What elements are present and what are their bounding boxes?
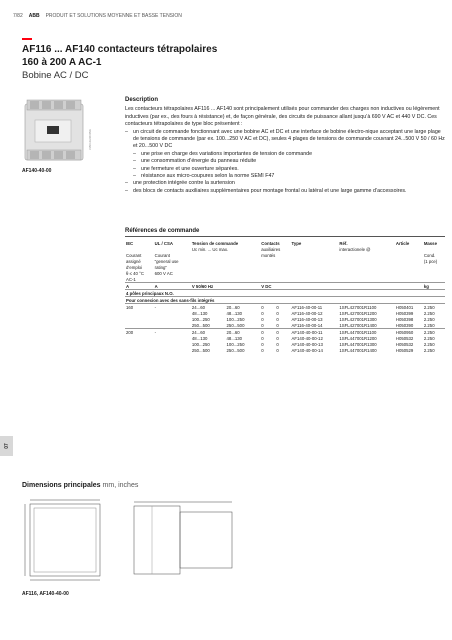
table-cell: H050398: [395, 316, 414, 322]
table-cell: IEC: [126, 240, 134, 246]
table-cell: AF116-40-00-12: [291, 310, 323, 316]
table-cell: 250...500: [226, 347, 245, 353]
dimensions-units: mm, inches: [102, 482, 139, 489]
table-cell: -: [154, 304, 191, 311]
table-cell: 0: [276, 316, 279, 322]
table-cell: 2.250: [423, 329, 445, 336]
table-cell: 0: [261, 316, 264, 322]
table-cell: Contacts: [261, 240, 280, 246]
description: [125, 97, 445, 195]
table-cell: 2.250: [423, 335, 435, 341]
description-heading: Description: [125, 97, 159, 103]
table-cell: 48...130: [226, 335, 243, 341]
table-cell: rating”: [154, 264, 167, 270]
table-cell: 0: [276, 310, 279, 316]
table-cell: [338, 283, 394, 290]
table-cell: θ ≤ 40 °C: [126, 270, 144, 276]
brand-logo: ABB: [28, 13, 40, 19]
table-cell: 0: [276, 322, 279, 328]
refs-table: [125, 240, 445, 353]
table-cell: AF116-40-00-11: [291, 304, 339, 311]
table-cell: Pour connexion avec des sans-fils intégrés: [125, 297, 445, 304]
table-cell: 1SFL427001R1400: [339, 322, 377, 328]
table-cell: 250...500: [226, 322, 245, 328]
table-cell: 200: [125, 329, 154, 336]
table-cell: 48...130: [226, 310, 243, 316]
group-row: [125, 290, 445, 297]
table-cell: AF140-40-00-11: [291, 329, 339, 336]
table-cell: A: [125, 283, 154, 290]
side-view: [134, 506, 180, 574]
table-cell: 600 V AC: [154, 270, 173, 276]
table-cell: d’emploi: [126, 264, 143, 270]
table-cell: V 50/60 Hz: [191, 283, 260, 290]
table-cell: 2.250: [423, 341, 435, 347]
table-cell: 0: [260, 304, 275, 311]
description-item: – un circuit de commande fonctionnant avec une bobine AC et DC et une interface de bobine électro-nique acceptant une large plage de tensions de commande (par ex. 100...250 V AC et DC), seules 4 plages de tensions de commande couvrant 24...500 V 50 / 60 Hz et 20...500 V DC: [125, 129, 445, 151]
front-view: [30, 504, 100, 576]
description-item: – des blocs de contacts auxiliaires supplémentaires pour montage frontal ou latéral et une large gamme d’accessoires.: [125, 188, 445, 195]
description-list: [125, 129, 445, 196]
table-cell: AF140-40-00-13: [291, 341, 323, 347]
table-cell: 0: [261, 341, 264, 347]
page-number: 7/82: [13, 13, 23, 19]
table-cell: H050532: [395, 335, 414, 341]
description-item: – résistance aux micro-coupures selon la norme SEMI F47: [125, 173, 445, 180]
table-cell: 48...130: [191, 335, 208, 341]
table-cell: Tension de commande: [191, 240, 239, 246]
dimensions-caption: AF116, AF140-40-00: [22, 591, 69, 597]
table-cell: Article: [395, 240, 410, 246]
table-cell: 0: [261, 347, 264, 353]
table-cell: H050529: [395, 347, 414, 353]
table-cell: 2.250: [423, 310, 435, 316]
description-item: – une protection intégrée contre la surtension: [125, 180, 445, 187]
table-cell: 0: [261, 335, 264, 341]
table-cell: interactionele @: [339, 246, 371, 252]
page-header: [13, 13, 182, 19]
table-cell: 2.250: [423, 304, 445, 311]
table-cell: 100...250: [191, 316, 210, 322]
table-cell: 1SFL447001R1400: [339, 347, 377, 353]
group-row: [125, 297, 445, 304]
title-accent-bar: [22, 38, 32, 40]
table-cell: 2.250: [423, 316, 435, 322]
table-cell: 2.250: [423, 322, 435, 328]
table-cell: 250...500: [191, 322, 210, 328]
table-cell: 1SFL427001R1300: [339, 316, 377, 322]
description-item: – une prise en charge des variations importantes de tension de commande: [125, 151, 445, 158]
table-cell: 4 pôles principaux N.O.: [125, 290, 445, 297]
refs-heading: Références de commande: [125, 228, 445, 237]
table-cell: 250...500: [191, 347, 210, 353]
table-cell: 0: [261, 322, 264, 328]
table-cell: 1SFL447001R1200: [339, 335, 377, 341]
table-cell: 1SFL427001R1100: [338, 304, 394, 311]
table-cell: auxiliaires: [261, 246, 281, 252]
table-cell: Réf.: [339, 240, 348, 246]
table-cell: 1SFL447001R1300: [339, 341, 377, 347]
table-cell: 100...250: [226, 341, 245, 347]
section-title: PRODUIT ET SOLUTIONS MOYENNE ET BASSE TENSION: [45, 13, 182, 19]
table-cell: [395, 283, 423, 290]
table-cell: AC-1: [126, 276, 136, 282]
table-cell: AF140-40-00-14: [291, 347, 323, 353]
dimensions-title: Dimensions principales mm, inches: [22, 482, 139, 489]
table-cell: AF116-40-00-14: [291, 322, 323, 328]
table-cell: 100...250: [191, 341, 210, 347]
table-cell: H050532: [395, 341, 414, 347]
table-cell: 24...60: [191, 329, 226, 336]
page-title: [22, 43, 217, 69]
table-cell: V DC: [260, 283, 290, 290]
table-cell: 2.250: [423, 347, 435, 353]
table-cell: AF140-40-00-12: [291, 335, 323, 341]
table-cell: 0: [276, 347, 279, 353]
table-cell: kg: [423, 283, 445, 290]
table-cell: Masse: [423, 240, 437, 246]
table-cell: 0: [261, 310, 264, 316]
table-cell: Courant: [154, 252, 170, 258]
order-references: [125, 228, 445, 353]
table-cell: 20...60: [226, 329, 261, 336]
table-cell: 0: [275, 329, 290, 336]
table-cell: 24...60: [191, 304, 226, 311]
table-cell: H050399: [395, 310, 414, 316]
table-cell: H050401: [395, 304, 423, 311]
photo-caption: AF140-40-00: [22, 168, 52, 174]
table-cell: assigné: [126, 258, 141, 264]
table-cell: montés: [261, 252, 276, 258]
description-item: – une fermeture et une ouverture séparées.: [125, 166, 445, 173]
table-cell: 0: [275, 304, 290, 311]
table-cell: H050390: [395, 322, 414, 328]
table-cell: Courant: [126, 252, 142, 258]
table-cell: -: [154, 329, 191, 336]
table-cell: AF116-40-00-13: [291, 316, 323, 322]
table-cell: H050950: [395, 329, 423, 336]
chapter-tab: 07: [0, 436, 13, 456]
table-cell: [154, 347, 191, 353]
table-cell: 0: [276, 341, 279, 347]
table-cell: 160: [125, 304, 154, 311]
table-cell: 1SFL427001R1200: [339, 310, 377, 316]
table-cell: [291, 283, 339, 290]
table-cell: Uc min. ... Uc max.: [191, 246, 229, 252]
table-cell: “general use: [154, 258, 179, 264]
dimension-drawing: [22, 492, 254, 586]
table-cell: 0: [276, 335, 279, 341]
table-row: [125, 347, 445, 353]
description-intro: Les contacteurs tétrapolaires AF116 ... AF140 sont principalement utilisés pour commander des charges non inductives ou légèrement inductives (par ex., des fours à résistance) et, de façon générale, des circuits de puissance allant jusqu’à 690 V AC et 440 V DC. Ces contacteurs tétrapolaires de type bloc présentent :: [125, 106, 440, 128]
table-cell: (1 pce): [423, 258, 438, 264]
table-cell: Cond.: [423, 252, 436, 258]
table-cell: 48...130: [191, 310, 208, 316]
photo-code: 1SBC101234F0501: [89, 128, 92, 150]
page-title-line2: 160 à 200 A AC-1: [22, 57, 102, 68]
page-title-line1: AF116 ... AF140 contacteurs tétrapolaires: [22, 44, 218, 55]
table-cell: UL / CSA: [154, 240, 173, 246]
table-cell: [125, 347, 154, 353]
table-cell: A: [154, 283, 191, 290]
description-item: – une consommation d’énergie du panneau réduite: [125, 158, 445, 165]
table-cell: 0: [260, 329, 275, 336]
units-row: [125, 283, 445, 290]
table-cell: 100...250: [226, 316, 245, 322]
table-cell: Type: [291, 240, 302, 246]
table-cell: 20...60: [226, 304, 261, 311]
page-subtitle: Bobine AC / DC: [22, 70, 89, 81]
contactor-photo: [21, 98, 93, 164]
table-cell: 1SFL447001R1100: [338, 329, 394, 336]
